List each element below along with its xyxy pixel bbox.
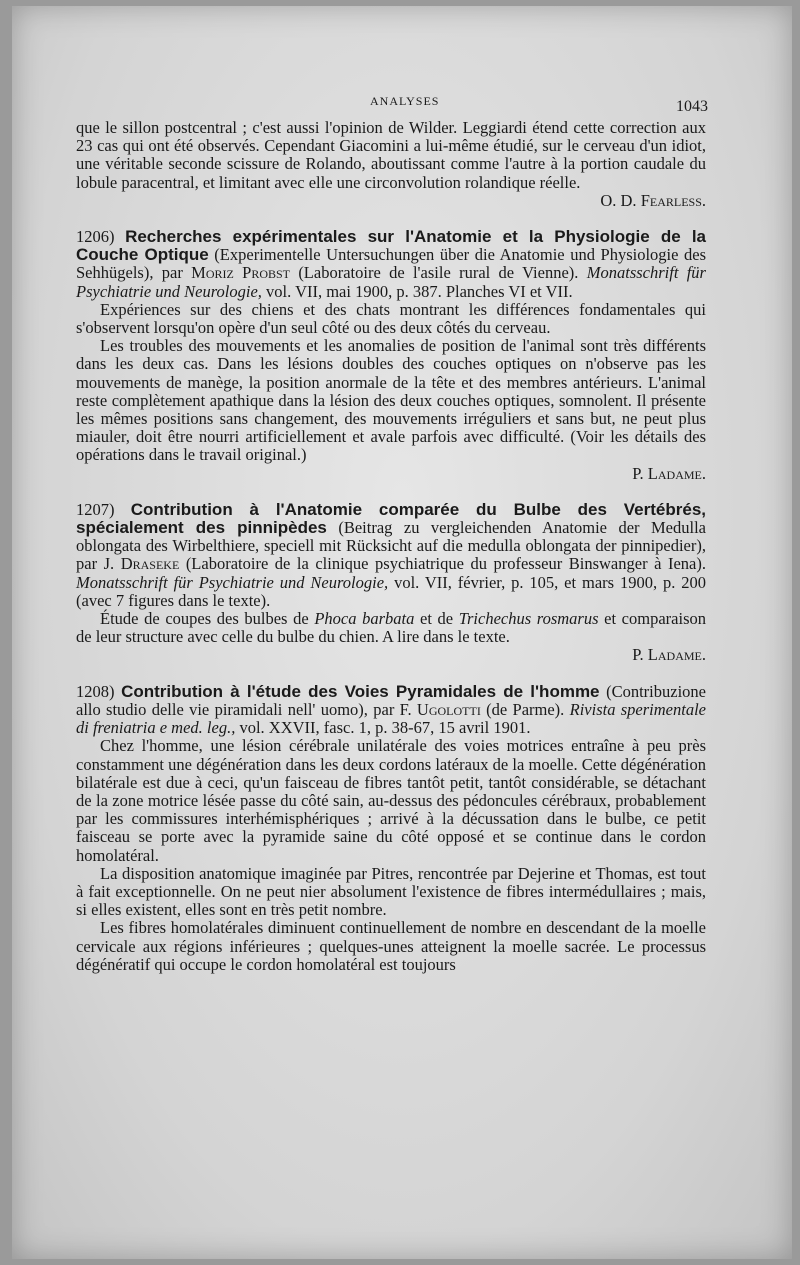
abstract-text: et de xyxy=(414,609,459,629)
species-name: Trichechus rosmarus xyxy=(458,609,599,629)
entry-reference-c: vol. VII, février, p. 105, et mars 1900, p. 200 (avec 7 figures dans le texte). xyxy=(76,572,706,610)
entry-reference-a: (Experimentelle Untersuchungen über die Anatomie und Physiologie des Sehhügels), par xyxy=(76,245,707,283)
abstract-text: Étude de coupes des bulbes de xyxy=(100,609,315,629)
entry-reference-a: (Beitrag zu vergleichenden Anatomie der Medulla oblongata des Wirbelthiere, speciell mit Rücksicht auf die medulla oblongata der pinnipedier), par J. xyxy=(76,518,706,574)
signature-initials: O. D. xyxy=(600,190,641,210)
entry-reference-a: (Contribuzione allo studio delle vie piramidali nell' uomo), par F. xyxy=(76,681,706,719)
page-number: 1043 xyxy=(676,98,708,115)
entry-1208 xyxy=(76,683,706,974)
signature xyxy=(76,465,706,483)
entry-title: Recherches expérimentales sur l'Anatomie et la Physiologie de la Couche Optique xyxy=(76,227,707,265)
entry-number: 1206) xyxy=(76,227,115,247)
entry-title: Contribution à l'étude des Voies Pyramidales de l'homme xyxy=(121,681,600,701)
page-content xyxy=(76,119,706,974)
entry-author: Draseke xyxy=(120,554,180,574)
entry-heading xyxy=(76,228,706,301)
signature-name: Ladame. xyxy=(647,645,706,665)
abstract-paragraph xyxy=(76,610,706,646)
running-title: ANALYSES xyxy=(370,94,440,108)
abstract-paragraph: Expériences sur des chiens et des chats montrant les différences fondamentales qui s'observent lorsqu'on opère d'un seul côté ou des deux côtés du cerveau. xyxy=(76,299,706,338)
entry-journal: Rivista sperimentale di freniatria e med. leg., xyxy=(76,699,706,738)
entry-journal: Monatsschrift für Psychiatrie und Neurologie, xyxy=(76,263,706,301)
entry-reference-b: (Laboratoire de l'asile rural de Vienne). xyxy=(290,263,587,283)
entry-reference-b: (de Parme). xyxy=(480,699,570,719)
entry-1207 xyxy=(76,501,706,665)
page-header xyxy=(12,94,792,114)
entry-heading xyxy=(76,683,706,738)
abstract-text: et comparaison de leur structure avec celle du bulbe du chien. A lire dans le texte. xyxy=(76,609,706,647)
signature-name: Fearless. xyxy=(640,190,706,210)
scanned-page xyxy=(12,6,792,1259)
abstract-paragraph: Chez l'homme, une lésion cérébrale unilatérale des voies motrices entraîne à peu près constamment une dégénération dans les deux cordons latéraux de la moelle. Cette dégénération bilatérale est due à ceci, qu'un faisceau de fibres tantôt petit, tantôt considérable, se détachant de la zone motrice lésée passe du côté sain, au-dessus des pédoncules cérébraux, probablement par les commissures interhémisphériques ; arrivé à la décussation dans le bulbe, ce petit faisceau se porte avec la pyramide saine du côté opposé et se continue dans le cordon homolatéral. xyxy=(76,736,706,865)
entry-heading xyxy=(76,501,706,610)
signature-initials: P. xyxy=(632,645,648,665)
entry-reference-b: (Laboratoire de la clinique psychiatrique du professeur Binswanger à Iena). xyxy=(179,554,706,574)
entry-number: 1207) xyxy=(76,499,115,519)
signature-name: Ladame. xyxy=(647,463,706,483)
entry-title: Contribution à l'Anatomie comparée du Bulbe des Vertébrés, spécialement des pinnipèdes xyxy=(76,499,706,538)
signature-initials: P. xyxy=(632,463,648,483)
signature xyxy=(76,192,706,210)
entry-1206 xyxy=(76,228,706,483)
abstract-paragraph: La disposition anatomique imaginée par Pitres, rencontrée par Dejerine et Thomas, est tout à fait exceptionnelle. On ne peut nier absolument l'existence de fibres intermédullaires ; mais, si elles existent, elles sont en très petit nombre. xyxy=(76,863,706,920)
abstract-paragraph: Les troubles des mouvements et les anomalies de position de l'animal sont très différents dans les deux cas. Dans les lésions doubles des couches optiques on n'observe pas les mouvements de manège, la position anormale de la tête et des membres antérieurs. L'animal reste complètement apathique dans la lésion des deux couches optiques, somnolent. Il présente les mêmes positions sans changement, des mouvements irréguliers et sans but, ne peut plus miauler, doit être nourri artificiellement et avale parfois avec difficulté. (Voir les détails des opérations dans le travail original.) xyxy=(76,336,706,465)
abstract-paragraph: Les fibres homolatérales diminuent continuellement de nombre en descendant de la moelle cervicale aux régions inférieures ; quelques-unes atteignent la moelle sacrée. Le processus dégénératif qui occupe le cordon homolatéral est toujours xyxy=(76,918,706,974)
entry-reference-c: vol. VII, mai 1900, p. 387. Planches VI et VII. xyxy=(261,281,573,301)
entry-reference-c: vol. XXVII, fasc. 1, p. 38-67, 15 avril 1901. xyxy=(235,718,531,738)
entry-number: 1208) xyxy=(76,681,115,701)
species-name: Phoca barbata xyxy=(314,609,415,629)
signature xyxy=(76,646,706,664)
entry-author: Moriz Probst xyxy=(191,263,290,283)
continuation-paragraph: que le sillon postcentral ; c'est aussi l'opinion de Wilder. Leggiardi étend cette correction aux 23 cas qui ont été observés. Cependant Giacomini a lui-même étudié, sur le cerveau d'un idiot, une véritable seconde scissure de Rolando, aboutissant comme l'autre à la portion caudale du lobule paracentral, et limitant avec elle une circonvolution rolandique réelle. xyxy=(76,118,706,192)
entry-author: Ugolotti xyxy=(416,699,481,719)
entry-journal: Monatsschrift für Psychiatrie und Neurologie, xyxy=(76,572,389,592)
